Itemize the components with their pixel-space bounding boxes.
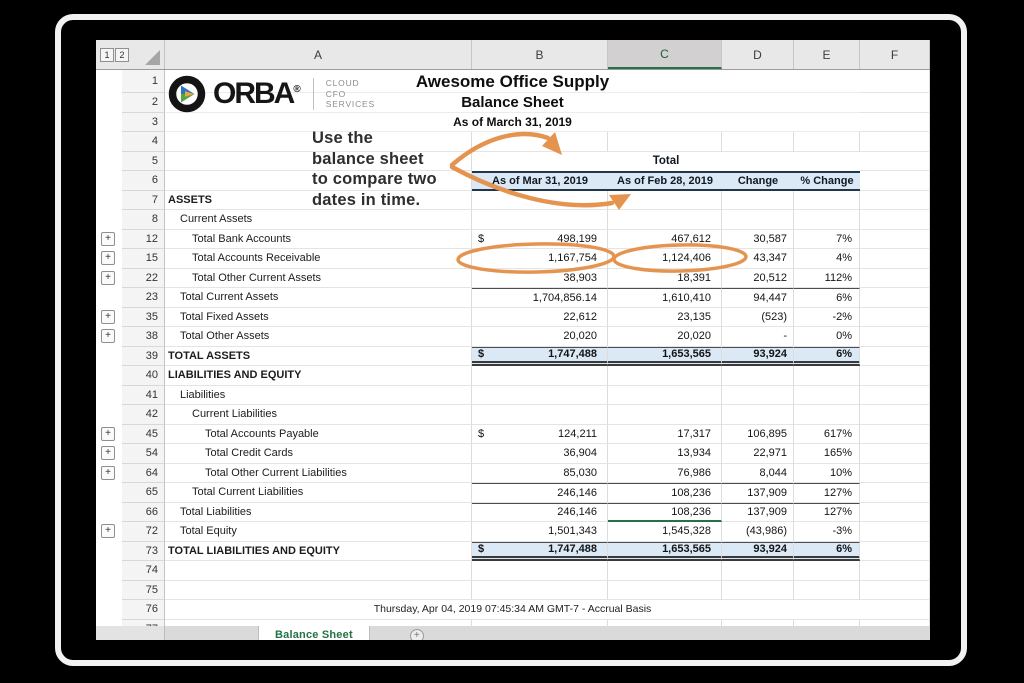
cell-mar-value[interactable] bbox=[472, 210, 608, 230]
logo-divider bbox=[313, 78, 314, 110]
row-header[interactable]: 22 bbox=[122, 269, 165, 289]
table-row bbox=[96, 152, 930, 172]
cell-change-value[interactable]: 93,924 bbox=[722, 347, 794, 367]
cell-pct-change-value[interactable] bbox=[794, 561, 860, 581]
row-label-cell[interactable] bbox=[165, 347, 472, 367]
cell[interactable] bbox=[860, 249, 930, 269]
outline-gutter bbox=[96, 405, 122, 425]
cell-mar-value[interactable]: 246,146 bbox=[472, 483, 608, 503]
row-label: Total Other Current Liabilities bbox=[205, 466, 347, 479]
row-header[interactable]: 8 bbox=[122, 210, 165, 230]
cell-feb-value[interactable]: 18,391 bbox=[608, 269, 722, 289]
add-sheet-icon[interactable]: + bbox=[410, 629, 424, 640]
cell-pct-change-value[interactable]: 6% bbox=[794, 542, 860, 562]
outline-gutter bbox=[96, 93, 122, 113]
value: 124,211 bbox=[558, 427, 597, 440]
row-header[interactable]: 72 bbox=[122, 522, 165, 542]
table-row bbox=[96, 561, 930, 581]
cell-mar-value[interactable] bbox=[472, 230, 608, 250]
cell[interactable] bbox=[860, 132, 930, 152]
cell-pct-change-value[interactable]: 127% bbox=[794, 483, 860, 503]
cell-feb-value[interactable] bbox=[608, 210, 722, 230]
column-date-header[interactable]: As of Mar 31, 2019 bbox=[472, 171, 608, 191]
cell[interactable] bbox=[860, 386, 930, 406]
cell-change-value[interactable]: 94,447 bbox=[722, 288, 794, 308]
cell-feb-value[interactable]: 1,610,410 bbox=[608, 288, 722, 308]
outline-expand-button[interactable]: + bbox=[101, 524, 115, 538]
cell-mar-value[interactable]: 246,146 bbox=[472, 503, 608, 523]
cell-mar-value[interactable] bbox=[472, 425, 608, 445]
cell-pct-change-value[interactable]: 6% bbox=[794, 347, 860, 367]
outline-gutter bbox=[96, 269, 122, 289]
row-header[interactable]: 65 bbox=[122, 483, 165, 503]
table-row bbox=[96, 171, 930, 191]
cell-change-value[interactable] bbox=[722, 386, 794, 406]
cell-pct-change-value[interactable]: 165% bbox=[794, 444, 860, 464]
row-label-cell[interactable] bbox=[165, 503, 472, 523]
table-row bbox=[96, 600, 930, 620]
table-row bbox=[96, 503, 930, 523]
cell-feb-value[interactable] bbox=[608, 386, 722, 406]
currency-symbol: $ bbox=[478, 427, 485, 440]
outline-expand-button[interactable]: + bbox=[101, 329, 115, 343]
outline-gutter bbox=[96, 308, 122, 328]
cell-change-value[interactable]: 20,512 bbox=[722, 269, 794, 289]
outline-gutter bbox=[96, 600, 122, 620]
company-name: Awesome Office Supply bbox=[415, 72, 610, 91]
outline-expand-button[interactable]: + bbox=[101, 427, 115, 441]
row-header[interactable]: 12 bbox=[122, 230, 165, 250]
table-row bbox=[96, 386, 930, 406]
column-header-row bbox=[96, 40, 930, 70]
table-row bbox=[96, 308, 930, 328]
cell[interactable] bbox=[860, 327, 930, 347]
value: 1,747,488 bbox=[548, 348, 597, 361]
total-group-header: Total bbox=[652, 155, 680, 168]
cell-change-value[interactable] bbox=[722, 191, 794, 211]
row-header[interactable]: 40 bbox=[122, 366, 165, 386]
cell[interactable] bbox=[860, 503, 930, 523]
row-label: TOTAL LIABILITIES AND EQUITY bbox=[168, 544, 340, 557]
table-row bbox=[96, 366, 930, 386]
row-label-cell[interactable] bbox=[165, 561, 472, 581]
table-row bbox=[96, 132, 930, 152]
row-header[interactable]: 54 bbox=[122, 444, 165, 464]
cell-feb-value[interactable] bbox=[608, 366, 722, 386]
table-row bbox=[96, 288, 930, 308]
row-header[interactable]: 35 bbox=[122, 308, 165, 328]
row-label-cell[interactable] bbox=[165, 230, 472, 250]
row-label-cell[interactable] bbox=[165, 464, 472, 484]
row-header[interactable]: 3 bbox=[122, 113, 165, 133]
row-header[interactable]: 23 bbox=[122, 288, 165, 308]
row-header[interactable]: 66 bbox=[122, 503, 165, 523]
cell-mar-value[interactable] bbox=[472, 581, 608, 601]
cell-mar-value[interactable]: 22,612 bbox=[472, 308, 608, 328]
sheet-tab-bar bbox=[96, 626, 930, 640]
cell-mar-value[interactable]: 1,704,856.14 bbox=[472, 288, 608, 308]
column-header-e[interactable]: E bbox=[794, 40, 860, 69]
table-row bbox=[96, 425, 930, 445]
cell-change-value[interactable]: 93,924 bbox=[722, 542, 794, 562]
cell-change-value[interactable]: 43,347 bbox=[722, 249, 794, 269]
outline-gutter bbox=[96, 249, 122, 269]
row-label-cell[interactable] bbox=[165, 269, 472, 289]
footer-note: Thursday, Apr 04, 2019 07:45:34 AM GMT-7 - Accrual Basis bbox=[165, 600, 860, 620]
cell-feb-value[interactable]: 108,236 bbox=[608, 503, 722, 523]
row-header[interactable]: 74 bbox=[122, 561, 165, 581]
cell-change-value[interactable] bbox=[722, 405, 794, 425]
row-label: Total Current Assets bbox=[180, 291, 279, 304]
outline-gutter bbox=[96, 581, 122, 601]
row-label-cell[interactable] bbox=[165, 542, 472, 562]
registered-mark: ® bbox=[293, 84, 301, 95]
outline-gutter bbox=[96, 386, 122, 406]
cell-change-value[interactable]: 106,895 bbox=[722, 425, 794, 445]
cell-feb-value[interactable]: 17,317 bbox=[608, 425, 722, 445]
cell-feb-value[interactable]: 1,653,565 bbox=[608, 542, 722, 562]
outline-gutter bbox=[96, 444, 122, 464]
row-label-cell[interactable] bbox=[165, 210, 472, 230]
cell-change-value[interactable] bbox=[722, 561, 794, 581]
column-date-header[interactable]: Change bbox=[722, 171, 794, 191]
report-date: As of March 31, 2019 bbox=[453, 115, 572, 129]
row-header[interactable]: 38 bbox=[122, 327, 165, 347]
cell[interactable] bbox=[860, 542, 930, 562]
row-header[interactable]: 45 bbox=[122, 425, 165, 445]
row-label: Total Liabilities bbox=[180, 505, 252, 518]
row-label-cell[interactable] bbox=[165, 581, 472, 601]
cell[interactable] bbox=[860, 308, 930, 328]
outline-expand-button[interactable]: + bbox=[101, 466, 115, 480]
cell-mar-value[interactable]: 1,167,754 bbox=[472, 249, 608, 269]
row-label: Total Current Liabilities bbox=[192, 486, 304, 499]
table-row bbox=[96, 483, 930, 503]
tab-bar-corner bbox=[96, 626, 165, 640]
outline-gutter bbox=[96, 191, 122, 211]
cell[interactable] bbox=[860, 561, 930, 581]
cell[interactable] bbox=[860, 405, 930, 425]
cell-pct-change-value[interactable] bbox=[794, 191, 860, 211]
cell-pct-change-value[interactable] bbox=[794, 210, 860, 230]
column-date-header[interactable]: As of Feb 28, 2019 bbox=[608, 171, 722, 191]
cell-feb-value[interactable]: 23,135 bbox=[608, 308, 722, 328]
cell-feb-value[interactable]: 76,986 bbox=[608, 464, 722, 484]
row-label-cell[interactable] bbox=[165, 288, 472, 308]
table-row bbox=[96, 230, 930, 250]
table-row bbox=[96, 522, 930, 542]
cell-mar-value[interactable]: 85,030 bbox=[472, 464, 608, 484]
grid-rows bbox=[96, 70, 930, 639]
new-sheet-area bbox=[370, 626, 930, 640]
cell-mar-value[interactable] bbox=[472, 561, 608, 581]
cell[interactable] bbox=[860, 288, 930, 308]
outline-gutter bbox=[96, 347, 122, 367]
cell-mar-value[interactable] bbox=[472, 542, 608, 562]
cell-pct-change-value[interactable]: 10% bbox=[794, 464, 860, 484]
spreadsheet bbox=[96, 40, 930, 640]
cell[interactable] bbox=[860, 113, 930, 133]
cell-change-value[interactable]: 137,909 bbox=[722, 483, 794, 503]
currency-symbol: $ bbox=[478, 348, 485, 361]
cell-pct-change-value[interactable] bbox=[794, 405, 860, 425]
row-label: ASSETS bbox=[168, 193, 213, 206]
outline-expand-button[interactable]: + bbox=[101, 310, 115, 324]
cell-mar-value[interactable] bbox=[472, 405, 608, 425]
row-label-cell[interactable] bbox=[165, 327, 472, 347]
row-header[interactable]: 42 bbox=[122, 405, 165, 425]
cell-pct-change-value[interactable]: -2% bbox=[794, 308, 860, 328]
row-label-cell[interactable] bbox=[165, 425, 472, 445]
cell[interactable] bbox=[860, 347, 930, 367]
cell-pct-change-value[interactable] bbox=[794, 366, 860, 386]
row-label: Current Liabilities bbox=[192, 408, 277, 421]
table-row bbox=[96, 191, 930, 211]
cell[interactable] bbox=[860, 230, 930, 250]
cell-feb-value[interactable]: 13,934 bbox=[608, 444, 722, 464]
cell-pct-change-value[interactable] bbox=[794, 581, 860, 601]
cell-mar-value[interactable] bbox=[472, 386, 608, 406]
cell-change-value[interactable]: 22,971 bbox=[722, 444, 794, 464]
row-label-cell[interactable] bbox=[165, 308, 472, 328]
cell[interactable] bbox=[860, 152, 930, 172]
column-header-d[interactable]: D bbox=[722, 40, 794, 69]
outline-gutter bbox=[96, 210, 122, 230]
currency-symbol: $ bbox=[478, 543, 485, 556]
cell[interactable] bbox=[860, 483, 930, 503]
outline-gutter bbox=[96, 522, 122, 542]
report-name: Balance Sheet bbox=[461, 94, 564, 111]
cell-mar-value[interactable]: 1,501,343 bbox=[472, 522, 608, 542]
cell-change-value[interactable]: - bbox=[722, 327, 794, 347]
cell-mar-value[interactable]: 20,020 bbox=[472, 327, 608, 347]
row-header[interactable]: 75 bbox=[122, 581, 165, 601]
cell-feb-value[interactable] bbox=[608, 561, 722, 581]
outline-gutter bbox=[96, 542, 122, 562]
sheet-tab-balance-sheet[interactable]: Balance Sheet bbox=[258, 626, 370, 640]
cell[interactable] bbox=[860, 581, 930, 601]
cell-change-value[interactable] bbox=[722, 581, 794, 601]
cell-mar-value[interactable]: 38,903 bbox=[472, 269, 608, 289]
outline-expand-button[interactable]: + bbox=[101, 232, 115, 246]
column-header-a[interactable]: A bbox=[165, 40, 472, 69]
row-label: Total Other Current Assets bbox=[192, 271, 321, 284]
row-label-cell[interactable] bbox=[165, 483, 472, 503]
cell-mar-value[interactable] bbox=[472, 132, 608, 152]
row-label-cell[interactable] bbox=[165, 522, 472, 542]
outline-gutter bbox=[96, 464, 122, 484]
cell[interactable] bbox=[860, 600, 930, 620]
cell-mar-value[interactable]: 36,904 bbox=[472, 444, 608, 464]
row-header[interactable]: 4 bbox=[122, 132, 165, 152]
table-row bbox=[96, 210, 930, 230]
cell[interactable] bbox=[860, 210, 930, 230]
outline-gutter bbox=[96, 503, 122, 523]
cell-change-value[interactable]: (523) bbox=[722, 308, 794, 328]
column-header-c[interactable]: C bbox=[608, 40, 722, 69]
cell[interactable] bbox=[860, 444, 930, 464]
tab-bar-gap bbox=[165, 626, 258, 640]
outline-gutter bbox=[96, 132, 122, 152]
outline-level-2-button[interactable]: 2 bbox=[115, 48, 129, 62]
cell[interactable] bbox=[860, 464, 930, 484]
row-header[interactable]: 6 bbox=[122, 171, 165, 191]
row-label: Current Assets bbox=[180, 213, 253, 226]
outline-gutter bbox=[96, 288, 122, 308]
select-all-triangle-icon[interactable] bbox=[145, 50, 160, 65]
cell-feb-value[interactable] bbox=[608, 581, 722, 601]
row-label-cell[interactable] bbox=[165, 386, 472, 406]
cell-feb-value[interactable]: 108,236 bbox=[608, 483, 722, 503]
row-header[interactable]: 39 bbox=[122, 347, 165, 367]
row-header[interactable]: 1 bbox=[122, 70, 165, 93]
row-label-cell[interactable] bbox=[165, 444, 472, 464]
row-header[interactable]: 15 bbox=[122, 249, 165, 269]
cell-feb-value[interactable]: 20,020 bbox=[608, 327, 722, 347]
table-row bbox=[96, 249, 930, 269]
row-label: Liabilities bbox=[180, 388, 226, 401]
cell-pct-change-value[interactable]: 112% bbox=[794, 269, 860, 289]
row-label: Total Fixed Assets bbox=[180, 310, 269, 323]
orba-logo bbox=[168, 73, 375, 115]
cell-pct-change-value[interactable]: 4% bbox=[794, 249, 860, 269]
row-label: TOTAL ASSETS bbox=[168, 349, 251, 362]
row-label-cell[interactable] bbox=[165, 405, 472, 425]
currency-symbol: $ bbox=[478, 232, 485, 245]
brand-wordmark: ORBA® bbox=[213, 77, 301, 110]
row-label: Total Bank Accounts bbox=[192, 232, 292, 245]
row-header[interactable]: 5 bbox=[122, 152, 165, 172]
column-date-header[interactable]: % Change bbox=[794, 171, 860, 191]
row-label-cell[interactable] bbox=[165, 249, 472, 269]
cell-pct-change-value[interactable]: 0% bbox=[794, 327, 860, 347]
cell-feb-value[interactable]: 467,612 bbox=[608, 230, 722, 250]
row-header[interactable]: 76 bbox=[122, 600, 165, 620]
row-label: Total Equity bbox=[180, 525, 237, 538]
cell-pct-change-value[interactable]: 127% bbox=[794, 503, 860, 523]
table-row bbox=[96, 327, 930, 347]
table-row bbox=[96, 405, 930, 425]
outline-gutter bbox=[96, 425, 122, 445]
outline-gutter bbox=[96, 113, 122, 133]
cell-change-value[interactable]: 8,044 bbox=[722, 464, 794, 484]
cell-mar-value[interactable] bbox=[472, 191, 608, 211]
cell-feb-value[interactable] bbox=[608, 405, 722, 425]
cell-change-value[interactable]: 137,909 bbox=[722, 503, 794, 523]
cell-mar-value[interactable] bbox=[472, 366, 608, 386]
cell[interactable] bbox=[860, 366, 930, 386]
row-header[interactable]: 64 bbox=[122, 464, 165, 484]
cell[interactable] bbox=[860, 269, 930, 289]
cell[interactable] bbox=[860, 191, 930, 211]
outline-gutter bbox=[96, 171, 122, 191]
table-row bbox=[96, 542, 930, 562]
row-header[interactable]: 73 bbox=[122, 542, 165, 562]
value: 498,199 bbox=[557, 232, 597, 245]
outline-expand-button[interactable]: + bbox=[101, 251, 115, 265]
outline-level-1-button[interactable]: 1 bbox=[100, 48, 114, 62]
row-header[interactable]: 2 bbox=[122, 93, 165, 113]
cell-pct-change-value[interactable]: -3% bbox=[794, 522, 860, 542]
cell-change-value[interactable] bbox=[722, 210, 794, 230]
outline-expand-button[interactable]: + bbox=[101, 446, 115, 460]
cell[interactable] bbox=[860, 93, 930, 113]
table-row bbox=[96, 464, 930, 484]
cell-feb-value[interactable]: 1,545,328 bbox=[608, 522, 722, 542]
table-row bbox=[96, 347, 930, 367]
outline-gutter bbox=[96, 327, 122, 347]
cell-feb-value[interactable] bbox=[608, 132, 722, 152]
cell[interactable] bbox=[860, 522, 930, 542]
outline-gutter bbox=[96, 366, 122, 386]
cell-feb-value[interactable] bbox=[608, 191, 722, 211]
cell-feb-value[interactable]: 1,124,406 bbox=[608, 249, 722, 269]
row-label: Total Accounts Payable bbox=[205, 427, 319, 440]
outline-corner bbox=[96, 40, 165, 69]
annotation-text: Use the balance sheet to compare two dates in time. bbox=[312, 129, 437, 209]
outline-gutter bbox=[96, 561, 122, 581]
logo-tagline: CLOUD CFO SERVICES bbox=[325, 78, 375, 110]
row-label-cell[interactable] bbox=[165, 366, 472, 386]
cell-pct-change-value[interactable]: 7% bbox=[794, 230, 860, 250]
row-header[interactable]: 7 bbox=[122, 191, 165, 211]
cell[interactable] bbox=[860, 425, 930, 445]
value: 1,747,488 bbox=[548, 543, 597, 556]
cell[interactable] bbox=[860, 171, 930, 191]
row-label: Total Credit Cards bbox=[205, 447, 294, 460]
cell[interactable] bbox=[860, 70, 930, 93]
cell-change-value[interactable]: 30,587 bbox=[722, 230, 794, 250]
cell-pct-change-value[interactable] bbox=[794, 386, 860, 406]
row-header[interactable]: 41 bbox=[122, 386, 165, 406]
cell-mar-value[interactable] bbox=[472, 347, 608, 367]
row-label: LIABILITIES AND EQUITY bbox=[168, 369, 302, 382]
table-row bbox=[96, 581, 930, 601]
column-header-b[interactable]: B bbox=[472, 40, 608, 69]
table-row bbox=[96, 269, 930, 289]
cell-pct-change-value[interactable]: 617% bbox=[794, 425, 860, 445]
column-header-f[interactable]: F bbox=[860, 40, 930, 69]
cell-change-value[interactable]: (43,986) bbox=[722, 522, 794, 542]
outline-gutter bbox=[96, 152, 122, 172]
cell-change-value[interactable] bbox=[722, 366, 794, 386]
row-label: Total Other Assets bbox=[180, 330, 270, 343]
orba-logo-mark-icon bbox=[168, 75, 206, 113]
cell-pct-change-value[interactable]: 6% bbox=[794, 288, 860, 308]
outline-gutter bbox=[96, 70, 122, 93]
row-label: Total Accounts Receivable bbox=[192, 252, 321, 265]
table-row bbox=[96, 444, 930, 464]
outline-gutter bbox=[96, 230, 122, 250]
cell-feb-value[interactable]: 1,653,565 bbox=[608, 347, 722, 367]
cell-change-value[interactable] bbox=[722, 132, 794, 152]
outline-gutter bbox=[96, 483, 122, 503]
cell-pct-change-value[interactable] bbox=[794, 132, 860, 152]
outline-expand-button[interactable]: + bbox=[101, 271, 115, 285]
